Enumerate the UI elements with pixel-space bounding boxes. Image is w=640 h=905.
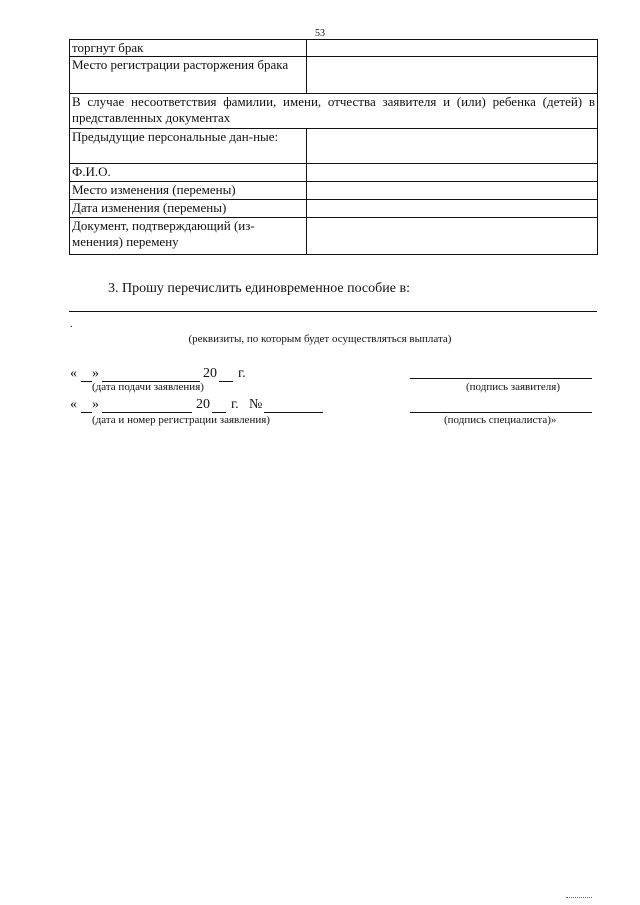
row-label: Место регистрации расторжения брака (70, 57, 307, 94)
applicant-signature-caption: (подпись заявителя) (466, 381, 561, 393)
date-close-quote: » (92, 397, 99, 412)
table-row (70, 57, 598, 94)
year-suffix: г. (231, 397, 239, 412)
row-label: Ф.И.О. (70, 164, 307, 182)
table-row (70, 40, 598, 57)
section-heading: В случае несоответствия фамилии, имени, отчества заявителя и (или) ребенка (детей) в представленных документах (70, 94, 598, 129)
table-row (70, 164, 598, 182)
row-value-field[interactable] (307, 182, 598, 200)
requisites-dot: . (70, 318, 73, 330)
specialist-signature-caption: (подпись специалиста)» (444, 414, 557, 426)
row-label: Место изменения (перемены) (70, 182, 307, 200)
day-field[interactable] (81, 412, 92, 413)
table-row (70, 200, 598, 218)
date-open-quote: « (70, 397, 77, 412)
scan-mark (566, 897, 592, 899)
year-field[interactable] (219, 381, 233, 382)
date-close-quote: » (92, 366, 99, 381)
month-field[interactable] (102, 412, 192, 413)
row-value-field[interactable] (307, 200, 598, 218)
row-label: Документ, подтверждающий (из-менения) перемену (70, 218, 307, 255)
year-prefix: 20 (203, 366, 217, 381)
payment-request-text: 3. Прошу перечислить единовременное пособие в: (108, 281, 410, 296)
applicant-signature-line[interactable] (410, 378, 592, 379)
number-sign: № (249, 397, 263, 412)
row-label: Предыдущие персональные дан-ные: (70, 129, 307, 164)
date-open-quote: « (70, 366, 77, 381)
row-value-field[interactable] (307, 164, 598, 182)
date-submit-caption: (дата подачи заявления) (92, 381, 204, 393)
row-value-field[interactable] (307, 57, 598, 94)
date-registration-caption: (дата и номер регистрации заявления) (92, 414, 270, 426)
row-value-field[interactable] (307, 129, 598, 164)
table-row (70, 182, 598, 200)
table-row (70, 129, 598, 164)
requisites-input-line[interactable] (69, 311, 597, 312)
day-field[interactable] (81, 381, 92, 382)
year-field[interactable] (212, 412, 226, 413)
row-label: Дата изменения (перемены) (70, 200, 307, 218)
specialist-signature-line[interactable] (410, 412, 592, 413)
table-row (70, 218, 598, 255)
row-value-field[interactable] (307, 218, 598, 255)
row-value-field[interactable] (307, 40, 598, 57)
year-suffix: г. (238, 366, 246, 381)
registration-number-field[interactable] (264, 412, 323, 413)
row-label: торгнут брак (70, 40, 307, 57)
requisites-caption: (реквизиты, по которым будет осуществляться выплата) (188, 333, 452, 345)
applicant-data-table (69, 39, 598, 255)
page-number: 53 (315, 28, 325, 39)
table-row (70, 94, 598, 129)
year-prefix: 20 (196, 397, 210, 412)
